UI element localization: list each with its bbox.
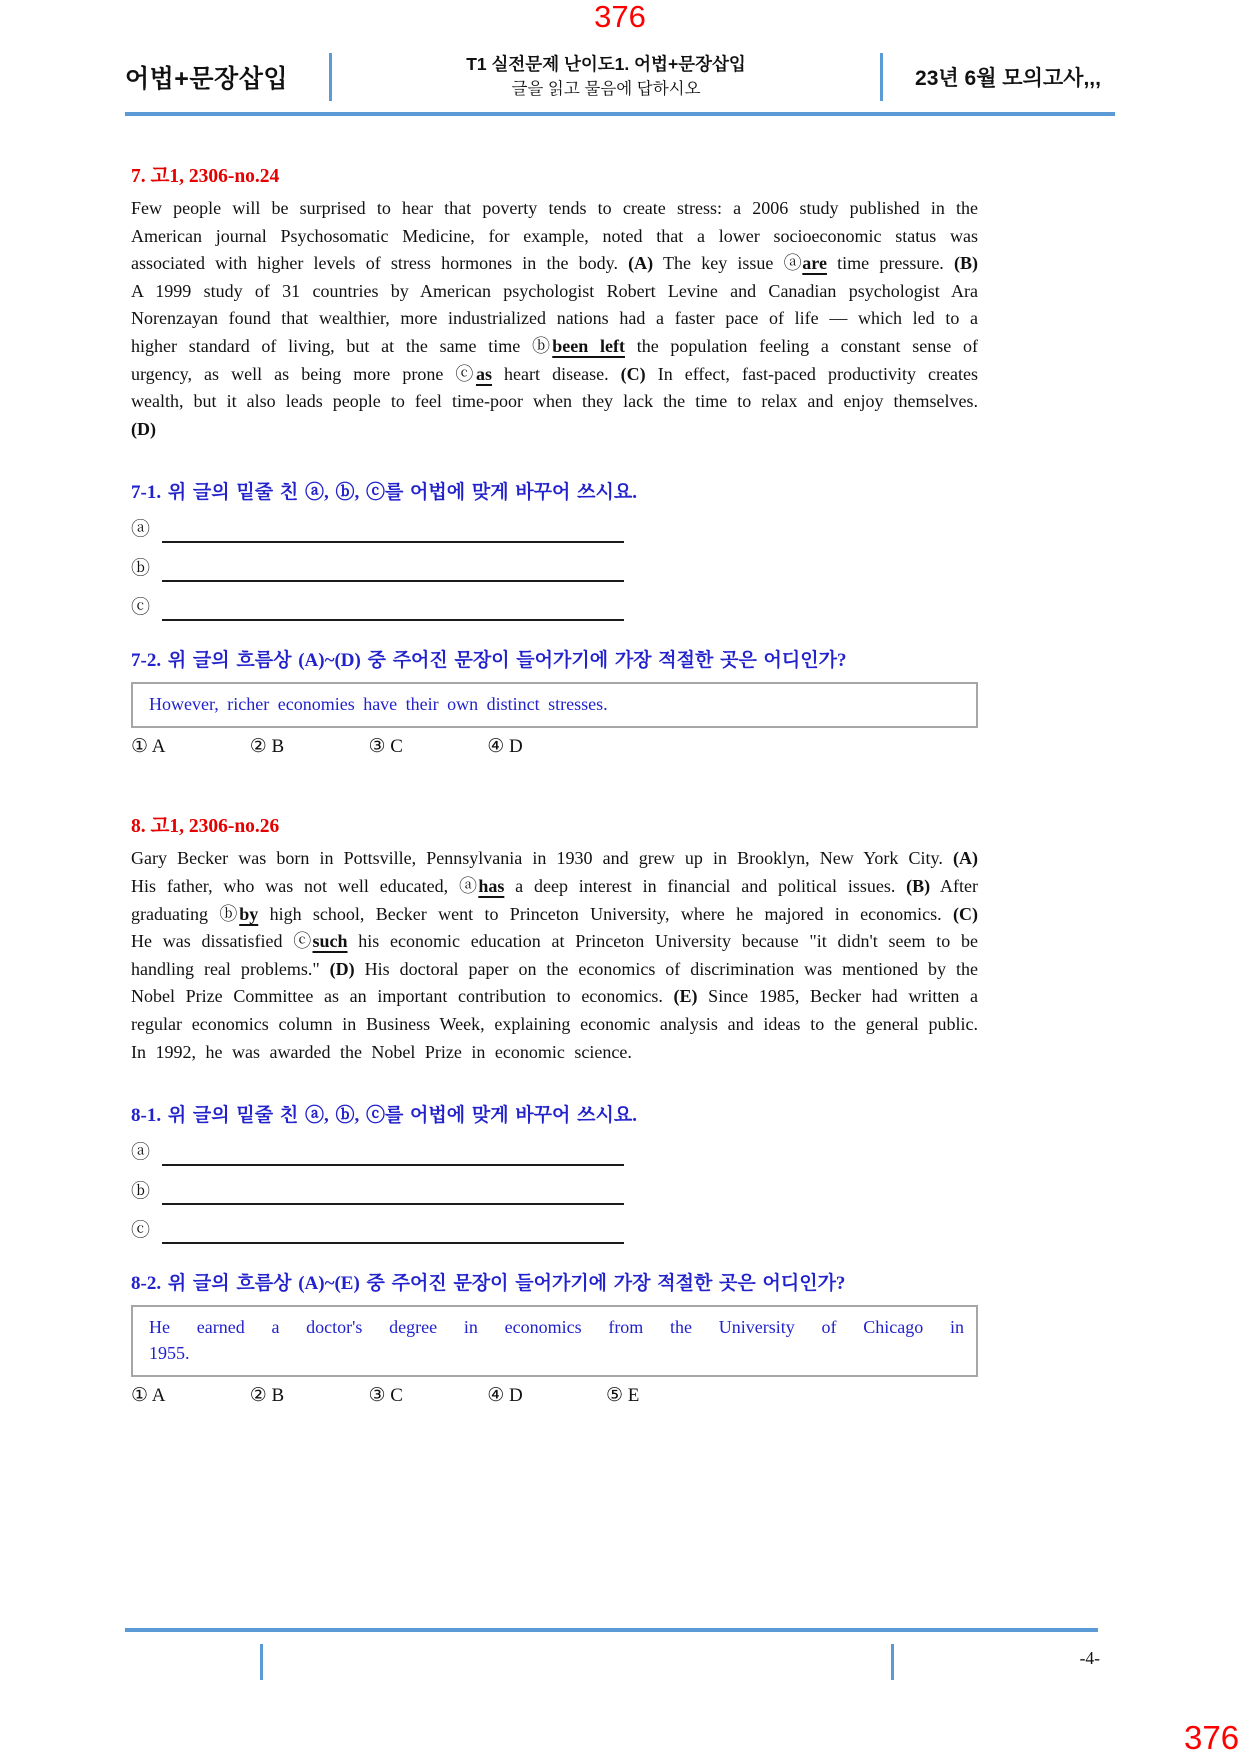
passage-text: time pressure. (826, 253, 955, 274)
passage-text: ⓑ (219, 903, 240, 924)
question-8-2-prompt (131, 1268, 978, 1295)
answer-marker-b: ⓑ (131, 558, 151, 580)
question-7-2-text: 위 글의 흐름상 (A)~(D) 중 주어진 문장이 들어가기에 가장 적절한 곳은 어디인가? (167, 650, 847, 672)
passage-position-marker: (E) (673, 986, 698, 1007)
passage-text: heart disease. (491, 363, 621, 384)
footer-rule (125, 1628, 1098, 1632)
answer-blank-line[interactable] (162, 1140, 624, 1166)
passage-position-marker: (B) (906, 875, 931, 896)
option-3: ③ C (368, 1385, 403, 1407)
answer-row-7a (131, 513, 978, 543)
passage-position-marker: (A) (953, 848, 978, 869)
passage-text: ⓐ (458, 875, 479, 896)
header-center-line2: 글을 읽고 물음에 답하시오 (511, 80, 701, 98)
answer-marker-a: ⓐ (131, 1142, 151, 1164)
passage-text: He was dissatisfied (131, 931, 294, 952)
passage-position-marker: (A) (628, 253, 654, 274)
header-divider (880, 53, 883, 101)
question-8-2-label: 8-2. (131, 1273, 162, 1295)
underlined-word: such (312, 931, 348, 952)
question-8-passage (131, 845, 978, 1066)
passage-text: ⓒ (455, 363, 476, 384)
underlined-word: are (802, 253, 827, 274)
option-5: ⑤ E (606, 1385, 640, 1407)
answer-row-8c (131, 1214, 978, 1244)
footer-divider-right (891, 1644, 894, 1680)
header-divider (329, 53, 332, 101)
page-number-bottom: 376 (1184, 1719, 1240, 1754)
passage-text: A 1999 study of 31 countries by American psychologist Robert Levine and Canadian psychologist Ara Norenzayan found that wealthier, more industrialized nations had a faster pace of life — which led to a higher standard of living, but at the same time (131, 280, 978, 356)
option-1: ① A (131, 736, 166, 758)
passage-position-marker: (D) (329, 958, 355, 979)
answer-row-8b (131, 1175, 978, 1205)
question-8-heading: 8. 고1, 2306-no.26 (131, 816, 280, 838)
question-7-heading: 7. 고1, 2306-no.24 (131, 166, 280, 187)
passage-text: His doctoral paper on the economics of discrimination was mentioned by the Nobel Prize Committee as an important contribution to economics. (131, 958, 978, 1007)
question-7-1-label: 7-1. (131, 482, 162, 504)
passage-text: In effect, fast-paced productivity creates wealth, but it also leads people to feel time-poor when they lack the time to relax and enjoy themselves. (131, 363, 978, 412)
question-7-2-prompt (131, 645, 978, 672)
passage-position-marker: (C) (953, 903, 979, 924)
option-4: ④ D (487, 736, 523, 758)
passage-text: Few people will be surprised to hear that poverty tends to create stress: a 2006 study published in the American journal Psychosomatic Medicine, for example, noted that a lower socioeconomic status was associated with higher levels of stress hormones in the body. (131, 198, 978, 274)
passage-text: Gary Becker was born in Pottsville, Pennsylvania in 1930 and grew up in Brooklyn, New York City. (131, 848, 953, 869)
question-7-1-text: 위 글의 밑줄 친 ⓐ, ⓑ, ⓒ를 어법에 맞게 바꾸어 쓰시요. (167, 482, 637, 504)
answer-blank-line[interactable] (162, 1179, 624, 1205)
question-8-1-text: 위 글의 밑줄 친 ⓐ, ⓑ, ⓒ를 어법에 맞게 바꾸어 쓰시요. (167, 1105, 637, 1127)
passage-text: ⓒ (293, 931, 313, 952)
footer-divider-left (260, 1644, 263, 1680)
question-7-2-options (131, 735, 978, 758)
option-3: ③ C (368, 736, 403, 758)
passage-text: ⓐ (783, 253, 803, 274)
answer-blank-line[interactable] (162, 1218, 624, 1244)
underlined-word: as (475, 363, 492, 384)
option-4: ④ D (487, 1385, 523, 1407)
passage-text: his economic education at Princeton University because "it didn't seem to be handling real problems." (131, 931, 978, 979)
passage-text: The key issue (653, 253, 784, 274)
option-1: ① A (131, 1385, 166, 1407)
passage-position-marker: (D) (131, 418, 156, 439)
answer-marker-c: ⓒ (131, 1220, 151, 1242)
answer-marker-a: ⓐ (131, 519, 151, 541)
answer-row-8a (131, 1136, 978, 1166)
underlined-word: been left (552, 335, 625, 356)
answer-marker-b: ⓑ (131, 1181, 151, 1203)
answer-marker-c: ⓒ (131, 597, 151, 619)
question-8-2-sentence-box (131, 1305, 978, 1377)
header-center-line1: T1 실전문제 난이도1. 어법+문장삽입 (466, 54, 746, 74)
header-left-title: 어법+문장삽입 (125, 65, 289, 93)
passage-text: a deep interest in financial and political issues. (504, 875, 907, 896)
passage-text: His father, who was not well educated, (131, 875, 459, 896)
content-area (131, 120, 978, 1407)
passage-position-marker: (C) (620, 363, 646, 384)
passage-text: After graduating (131, 875, 978, 924)
question-8-2-text: 위 글의 흐름상 (A)~(E) 중 주어진 문장이 들어가기에 가장 적절한 곳은 어디인가? (167, 1273, 846, 1295)
question-8-1-prompt (131, 1100, 978, 1127)
header-right-title: 23년 6월 모의고사,,, (915, 67, 1101, 90)
underlined-word: by (239, 903, 259, 924)
answer-blank-line[interactable] (162, 556, 624, 582)
option-2: ② B (249, 1385, 285, 1407)
page-number-top: 376 (594, 0, 646, 34)
answer-row-7c (131, 591, 978, 621)
answer-blank-line[interactable] (162, 595, 624, 621)
question-7-passage (131, 195, 978, 443)
footer-page-label: -4- (1079, 1648, 1100, 1668)
header-center (350, 52, 862, 102)
question-7-1-prompt (131, 477, 978, 504)
boxed-sentence: However, richer economies have their own distinct stresses. (149, 694, 608, 715)
answer-row-7b (131, 552, 978, 582)
question-8-2-options (131, 1384, 978, 1407)
passage-text: ⓑ (532, 335, 553, 356)
passage-text: high school, Becker went to Princeton University, where he majored in economics. (258, 903, 954, 924)
passage-position-marker: (B) (954, 253, 979, 274)
question-7-2-sentence-box (131, 682, 978, 728)
answer-blank-line[interactable] (162, 517, 624, 543)
boxed-sentence-line1: He earned a doctor's degree in economics from the University of Chicago in (149, 1317, 964, 1338)
option-2: ② B (249, 736, 285, 758)
underlined-word: has (478, 875, 505, 896)
page-header (125, 52, 1115, 116)
question-8-1-label: 8-1. (131, 1105, 162, 1127)
boxed-sentence-line2: 1955. (149, 1343, 190, 1364)
question-7-2-label: 7-2. (131, 650, 162, 672)
passage-text: Since 1985, Becker had written a regular economics column in Business Week, explaining economic analysis and ideas to the general public. In 1992, he was awarded the Nobel Prize in economic science. (131, 986, 978, 1062)
passage-text: the population feeling a constant sense of urgency, as well as being more prone (131, 335, 979, 384)
